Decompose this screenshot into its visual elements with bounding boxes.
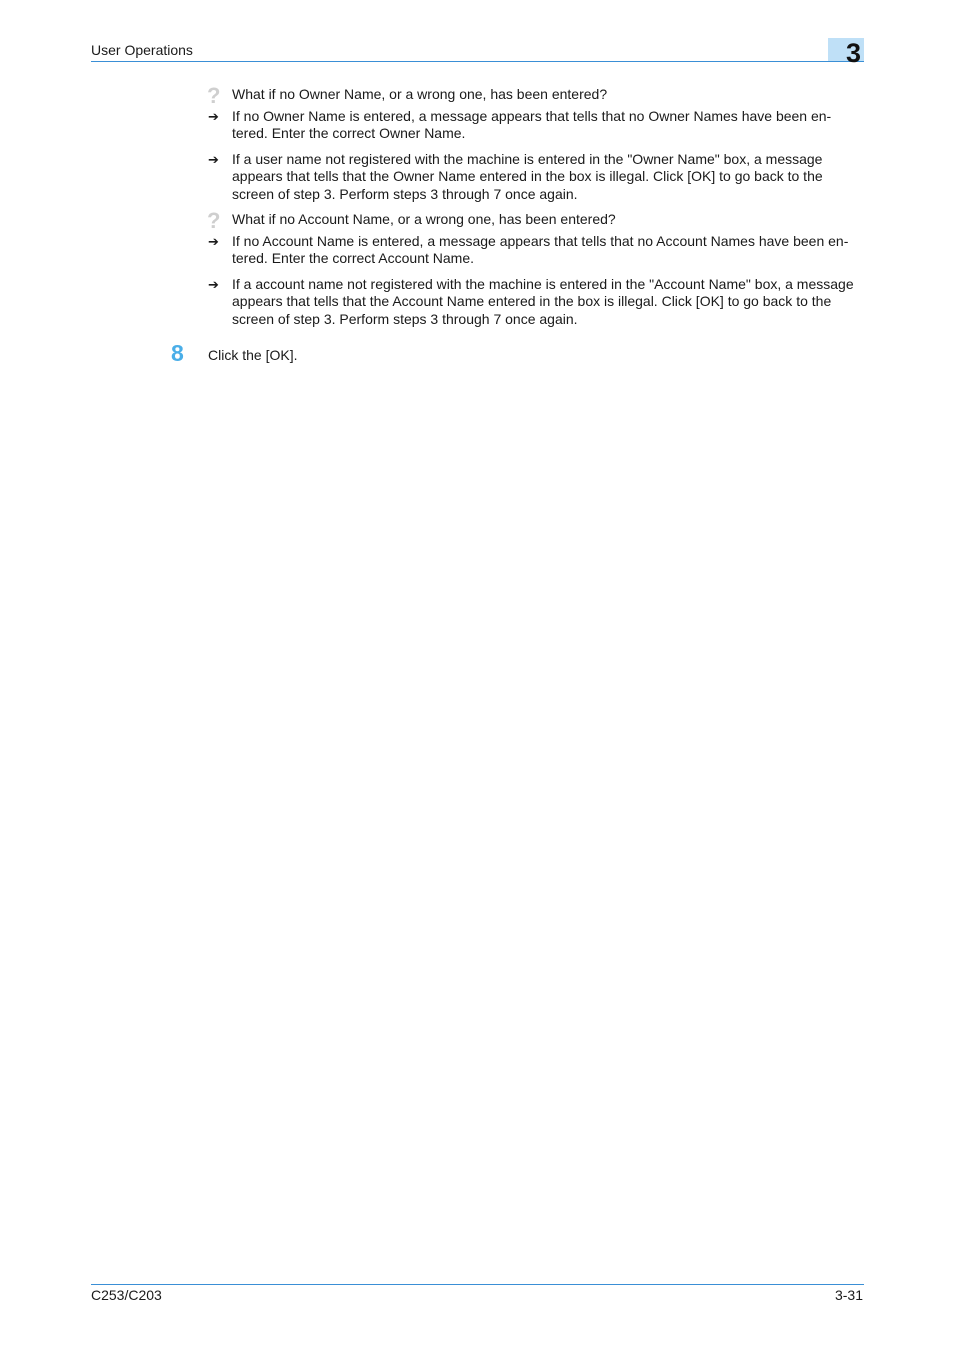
right-arrow-icon: ➔ xyxy=(208,233,219,249)
faq-section xyxy=(207,83,867,336)
header-divider xyxy=(91,61,864,62)
faq-question xyxy=(207,83,867,108)
faq-answer xyxy=(207,108,867,143)
answer-text: If no Account Name is entered, a message appears that tells that no Account Names have been en- tered. Enter the correct Account Name. xyxy=(232,232,849,266)
faq-answer xyxy=(207,276,867,329)
right-arrow-icon: ➔ xyxy=(208,151,219,167)
step-text: Click the [OK]. xyxy=(208,347,298,363)
footer-divider xyxy=(91,1284,864,1285)
right-arrow-icon: ➔ xyxy=(208,276,219,292)
procedure-step xyxy=(171,340,671,370)
faq-answer xyxy=(207,151,867,204)
answer-text: If a account name not registered with the machine is entered in the "Account Name" box, a message appears that tells that the Account Name entered in the box is illegal. Click [OK] to go back to the screen of step 3. Perform steps 3 through 7 once again. xyxy=(232,275,854,327)
faq-answer xyxy=(207,233,867,268)
right-arrow-icon: ➔ xyxy=(208,108,219,124)
step-number: 8 xyxy=(171,340,184,366)
faq-question xyxy=(207,208,867,233)
section-title: User Operations xyxy=(91,42,193,58)
answer-text: If a user name not registered with the machine is entered in the "Owner Name" box, a message appears that tells that the Owner Name entered in the box is illegal. Click [OK] to go back to the screen of step 3. Perform steps 3 through 7 once again. xyxy=(232,150,823,202)
answer-text: If no Owner Name is entered, a message appears that tells that no Owner Names have been en- tered. Enter the correct Owner Name. xyxy=(232,107,832,141)
question-mark-icon: ? xyxy=(207,208,221,233)
chapter-number: 3 xyxy=(846,38,862,68)
question-text: What if no Owner Name, or a wrong one, has been entered? xyxy=(232,86,608,102)
footer-model: C253/C203 xyxy=(91,1287,162,1303)
footer-page-number: 3-31 xyxy=(834,1287,863,1303)
question-text: What if no Account Name, or a wrong one, has been entered? xyxy=(232,211,616,227)
question-mark-icon: ? xyxy=(207,83,221,108)
